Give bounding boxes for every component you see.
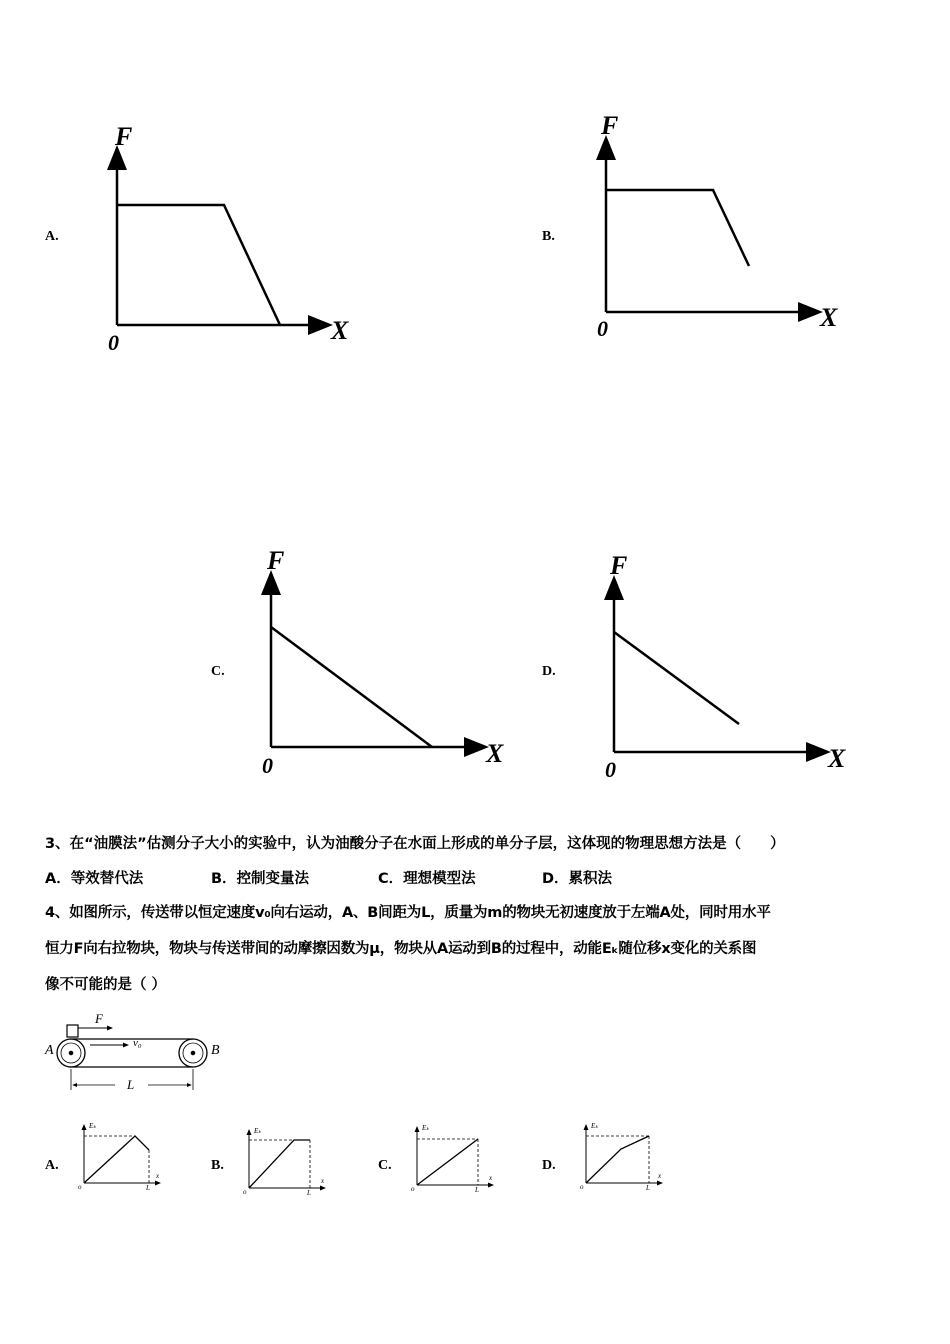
- graph-c: [271, 575, 484, 747]
- option-c-label: C.: [211, 664, 225, 679]
- graph-a-x-label: X: [331, 316, 349, 345]
- option-b-label: B.: [542, 229, 555, 244]
- q4-d-x-label: x: [658, 1172, 662, 1180]
- q4-option-b-label: B.: [211, 1158, 224, 1173]
- graph-b: [606, 140, 818, 312]
- q4-b-origin: o: [243, 1188, 247, 1196]
- q4-c-y-label: Eₖ: [422, 1124, 430, 1132]
- conveyor-b-label: B: [211, 1043, 220, 1058]
- graph-b-origin: 0: [597, 316, 608, 341]
- q4-d-y-label: Eₖ: [591, 1122, 599, 1130]
- q3-option-c: C．理想模型法: [378, 871, 476, 887]
- q4-a-origin: o: [78, 1183, 82, 1191]
- graph-c-y-label: F: [267, 546, 285, 575]
- q3-option-b: B．控制变量法: [211, 871, 310, 887]
- graph-d-origin: 0: [605, 757, 616, 782]
- graph-b-y-label: F: [601, 111, 619, 140]
- graph-a-y-label: F: [115, 122, 133, 151]
- ek-graph-d: [586, 1125, 662, 1183]
- option-d-label: D.: [542, 664, 556, 679]
- q4-stem-line1: 4、如图所示，传送带以恒定速度v₀向右运动，A、B间距为L，质量为m的物块无初速度放于左端A处，同时用水平: [45, 905, 771, 921]
- q4-b-x-label: x: [321, 1177, 325, 1185]
- q4-c-origin: o: [411, 1185, 415, 1193]
- graph-c-x-label: X: [486, 739, 504, 768]
- graph-c-origin: 0: [262, 753, 273, 778]
- q4-stem-line3: 像不可能的是（ ）: [45, 977, 167, 993]
- conveyor-force-label: F: [95, 1011, 103, 1026]
- q4-a-y-label: Eₖ: [89, 1122, 97, 1130]
- q4-d-end: L: [646, 1184, 650, 1192]
- graph-d-y-label: F: [610, 551, 628, 580]
- graph-a: [117, 150, 328, 325]
- q4-b-end: L: [307, 1189, 311, 1197]
- conveyor-a-label: A: [45, 1043, 54, 1058]
- q4-c-x-label: x: [489, 1174, 493, 1182]
- q3-option-d: D．累积法: [542, 871, 613, 887]
- q4-d-origin: o: [580, 1183, 584, 1191]
- graph-d: [614, 580, 826, 752]
- q4-option-d-label: D.: [542, 1158, 556, 1173]
- conveyor-length-label: L: [127, 1077, 135, 1092]
- q4-c-end: L: [475, 1186, 479, 1194]
- ek-graph-c: [417, 1127, 493, 1185]
- q4-a-x-label: x: [156, 1172, 160, 1180]
- q4-option-a-label: A.: [45, 1158, 59, 1173]
- ek-graph-b: [249, 1130, 325, 1188]
- graph-d-x-label: X: [828, 744, 846, 773]
- q3-stem: 3、在“油膜法”估测分子大小的实验中，认为油酸分子在水面上形成的单分子层，这体现的物理思想方法是（ ）: [45, 836, 785, 852]
- q4-a-end: L: [146, 1184, 150, 1192]
- q4-stem-line2: 恒力F向右拉物块，物块与传送带间的动摩擦因数为μ，物块从A运动到B的过程中，动能Eₖ随位移x变化的关系图: [45, 941, 757, 957]
- q4-option-c-label: C.: [378, 1158, 392, 1173]
- q4-b-y-label: Eₖ: [254, 1127, 262, 1135]
- ek-graph-a: [84, 1125, 160, 1183]
- q3-option-a: A．等效替代法: [45, 871, 144, 887]
- conveyor-velocity-label: v₀: [133, 1037, 142, 1049]
- option-a-label: A.: [45, 229, 59, 244]
- graph-b-x-label: X: [820, 303, 838, 332]
- graph-a-origin: 0: [108, 330, 119, 355]
